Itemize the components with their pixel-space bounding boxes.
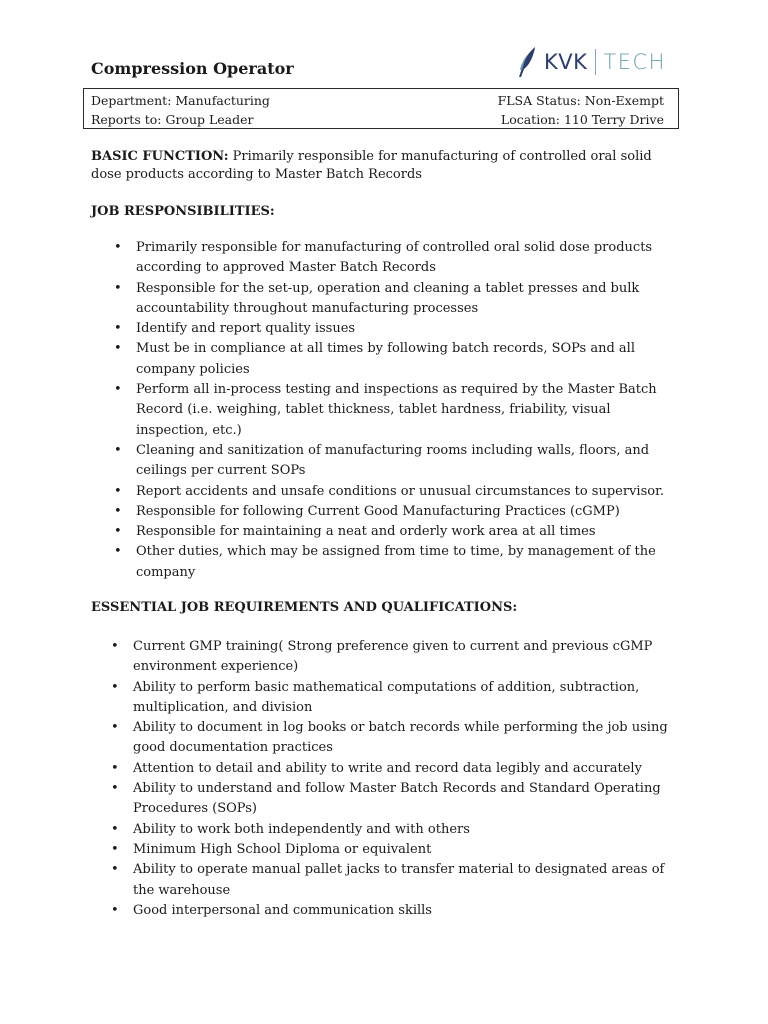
- kvk-feather-icon: [515, 46, 541, 78]
- reports-to-field: Reports to: Group Leader: [91, 112, 254, 127]
- list-item: • Identify and report quality issues: [136, 319, 686, 339]
- list-item: • Ability to document in log books or batch records while performing the job using good documentation practices: [133, 718, 683, 759]
- job-info-box: [83, 88, 679, 129]
- list-item: • Responsible for maintaining a neat and orderly work area at all times: [136, 522, 686, 542]
- list-item: • Ability to work both independently and with others: [133, 820, 683, 840]
- page-title: Compression Operator: [91, 59, 294, 78]
- list-item: • Other duties, which may be assigned from time to time, by management of the company: [136, 542, 686, 583]
- logo-tech-text: TECH: [603, 50, 666, 74]
- basic-function: [91, 148, 681, 184]
- logo-divider: [595, 49, 596, 75]
- list-item: • Minimum High School Diploma or equivalent: [133, 840, 683, 860]
- basic-function-label: BASIC FUNCTION:: [91, 149, 229, 164]
- list-item: • Report accidents and unsafe conditions or unusual circumstances to supervisor.: [136, 482, 686, 502]
- responsibilities-heading: JOB RESPONSIBILITIES:: [91, 204, 275, 219]
- requirements-list: [133, 637, 683, 921]
- list-item: • Primarily responsible for manufacturing of controlled oral solid dose products according to approved Master Batch Records: [136, 238, 686, 279]
- flsa-status-field: FLSA Status: Non-Exempt: [497, 93, 664, 108]
- basic-function-text: Primarily responsible for manufacturing of controlled oral solid dose products according to Master Batch Records: [91, 149, 652, 182]
- list-item: • Cleaning and sanitization of manufacturing rooms including walls, floors, and ceilings per current SOPs: [136, 441, 686, 482]
- list-item: • Perform all in-process testing and inspections as required by the Master Batch Record (i.e. weighing, tablet thickness, tablet hardness, friability, visual inspection, etc.): [136, 380, 686, 441]
- list-item: • Ability to understand and follow Master Batch Records and Standard Operating Procedures (SOPs): [133, 779, 683, 820]
- list-item: • Responsible for the set-up, operation and cleaning a tablet presses and bulk accountability throughout manufacturing processes: [136, 279, 686, 320]
- list-item: • Current GMP training( Strong preference given to current and previous cGMP environment experience): [133, 637, 683, 678]
- list-item: • Attention to detail and ability to write and record data legibly and accurately: [133, 759, 683, 779]
- list-item: • Ability to perform basic mathematical computations of addition, subtraction, multiplication, and division: [133, 678, 683, 719]
- list-item: • Ability to operate manual pallet jacks to transfer material to designated areas of the warehouse: [133, 860, 683, 901]
- department-field: Department: Manufacturing: [91, 93, 270, 108]
- requirements-heading: ESSENTIAL JOB REQUIREMENTS AND QUALIFICATIONS:: [91, 600, 518, 615]
- list-item: • Responsible for following Current Good Manufacturing Practices (cGMP): [136, 502, 686, 522]
- info-row: [91, 110, 664, 129]
- responsibilities-list: [136, 238, 686, 583]
- logo-kvk-text: KVK: [544, 50, 588, 74]
- list-item: • Must be in compliance at all times by following batch records, SOPs and all company policies: [136, 339, 686, 380]
- company-logo: [515, 44, 666, 80]
- list-item: • Good interpersonal and communication skills: [133, 901, 683, 921]
- info-row: [91, 91, 664, 110]
- location-field: Location: 110 Terry Drive: [500, 112, 664, 127]
